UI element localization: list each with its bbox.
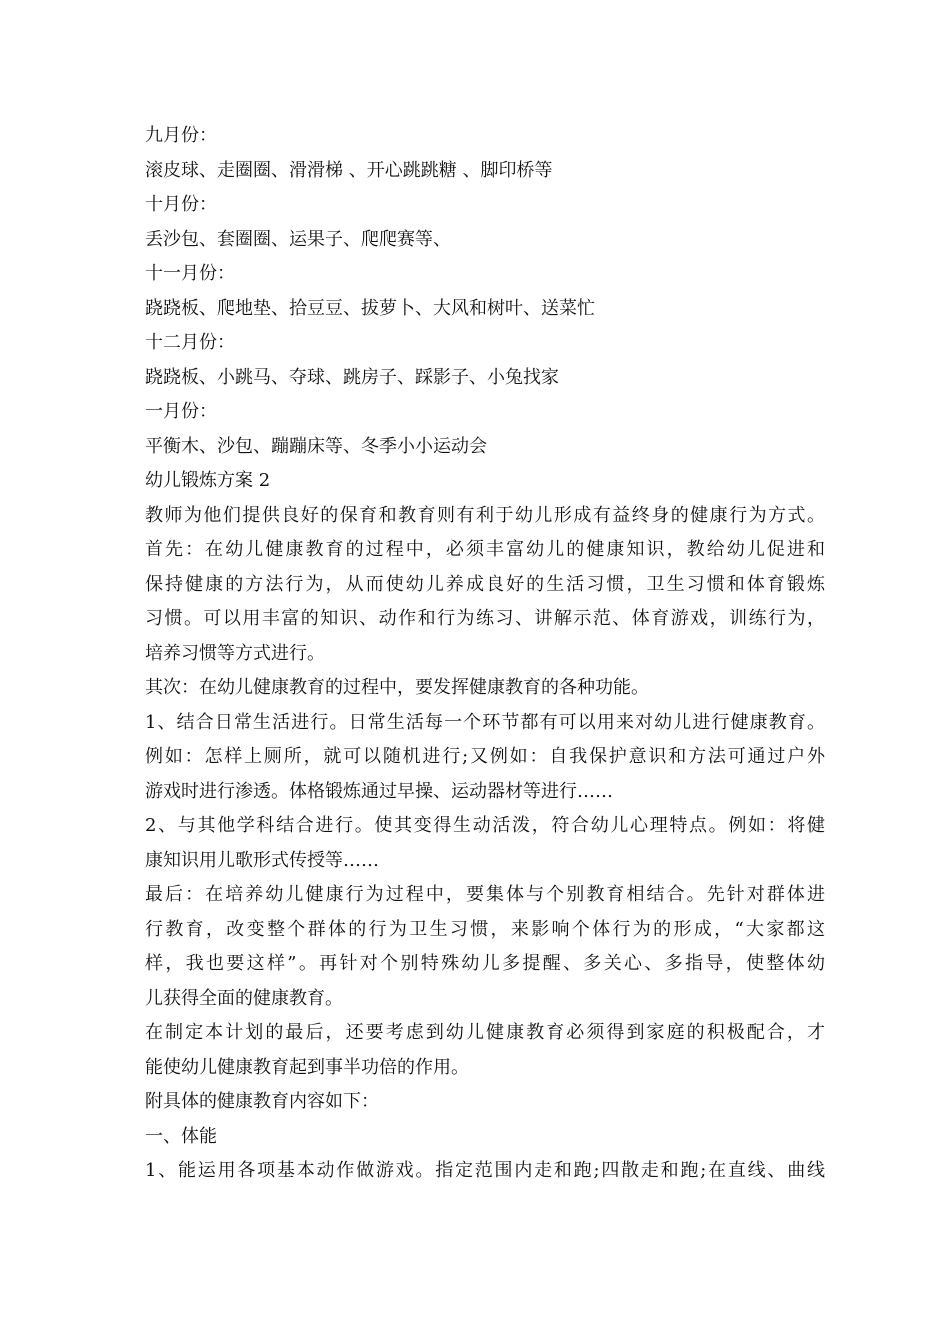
paragraph-line: 能使幼儿健康教育起到事半功倍的作用。: [145, 1056, 469, 1078]
month-heading-september: 九月份：: [145, 125, 217, 146]
paragraph-line: 2、与其他学科结合进行。使其变得生动活泼，符合幼儿心理特点。例如：将健: [145, 815, 825, 836]
subsection-heading: 一、体能: [145, 1125, 217, 1147]
paragraph-line: 附具体的健康教育内容如下：: [145, 1091, 379, 1112]
paragraph-line: 康知识用儿歌形式传授等……: [145, 849, 379, 871]
month-heading-october: 十月份：: [145, 194, 217, 215]
paragraph-line: 首先：在幼儿健康教育的过程中，必须丰富幼儿的健康知识，教给幼儿促进和: [145, 539, 825, 560]
activity-list-september: 滚皮球、走圈圈、滑滑梯 、开心跳跳糖 、脚印桥等: [145, 159, 553, 181]
document-body: [145, 119, 825, 1189]
paragraph-line: 1、结合日常生活进行。日常生活每一个环节都有可以用来对幼儿进行健康教育。: [145, 711, 825, 733]
paragraph-line: 行教育，改变整个群体的行为卫生习惯，来影响个体行为的形成，“大家都这: [145, 918, 825, 940]
paragraph-line: 儿获得全面的健康教育。: [145, 987, 343, 1009]
paragraph-line: 游戏时进行渗透。体格锻炼通过早操、运动器材等进行……: [145, 780, 613, 802]
month-heading-november: 十一月份：: [145, 263, 235, 284]
paragraph-line: 例如：怎样上厕所，就可以随机进行;又例如：自我保护意识和方法可通过户外: [145, 746, 825, 767]
paragraph-line: 样，我也要这样”。再针对个别特殊幼儿多提醒、多关心、多指导，使整体幼: [145, 953, 825, 974]
activity-list-november: 跷跷板、爬地垫、拾豆豆、拔萝卜、大风和树叶、送菜忙: [145, 297, 595, 319]
activity-list-december: 跷跷板、小跳马、夺球、跳房子、踩影子、小兔找家: [145, 366, 559, 388]
paragraph-line: 其次：在幼儿健康教育的过程中，要发挥健康教育的各种功能。: [145, 677, 649, 698]
activity-list-january: 平衡木、沙包、蹦蹦床等、冬季小小运动会: [145, 435, 487, 457]
section-title: 幼儿锻炼方案 2: [145, 470, 271, 491]
month-heading-december: 十二月份：: [145, 332, 235, 353]
activity-list-october: 丢沙包、套圈圈、运果子、爬爬赛等、: [145, 228, 451, 250]
month-heading-january: 一月份：: [145, 401, 217, 422]
paragraph-line: 培养习惯等方式进行。: [145, 642, 325, 664]
paragraph-line: 教师为他们提供良好的保育和教育则有利于幼儿形成有益终身的健康行为方式。: [145, 504, 825, 526]
paragraph-line: 保持健康的方法行为，从而使幼儿养成良好的生活习惯，卫生习惯和体育锻炼: [145, 573, 825, 595]
paragraph-line: 最后：在培养幼儿健康行为过程中，要集体与个别教育相结合。先针对群体进: [145, 884, 825, 905]
paragraph-line: 习惯。可以用丰富的知识、动作和行为练习、讲解示范、体育游戏，训练行为，: [145, 608, 825, 629]
paragraph-line: 在制定本计划的最后，还要考虑到幼儿健康教育必须得到家庭的积极配合，才: [145, 1022, 825, 1043]
paragraph-line: 1、能运用各项基本动作做游戏。指定范围内走和跑;四散走和跑;在直线、曲线: [145, 1160, 825, 1181]
